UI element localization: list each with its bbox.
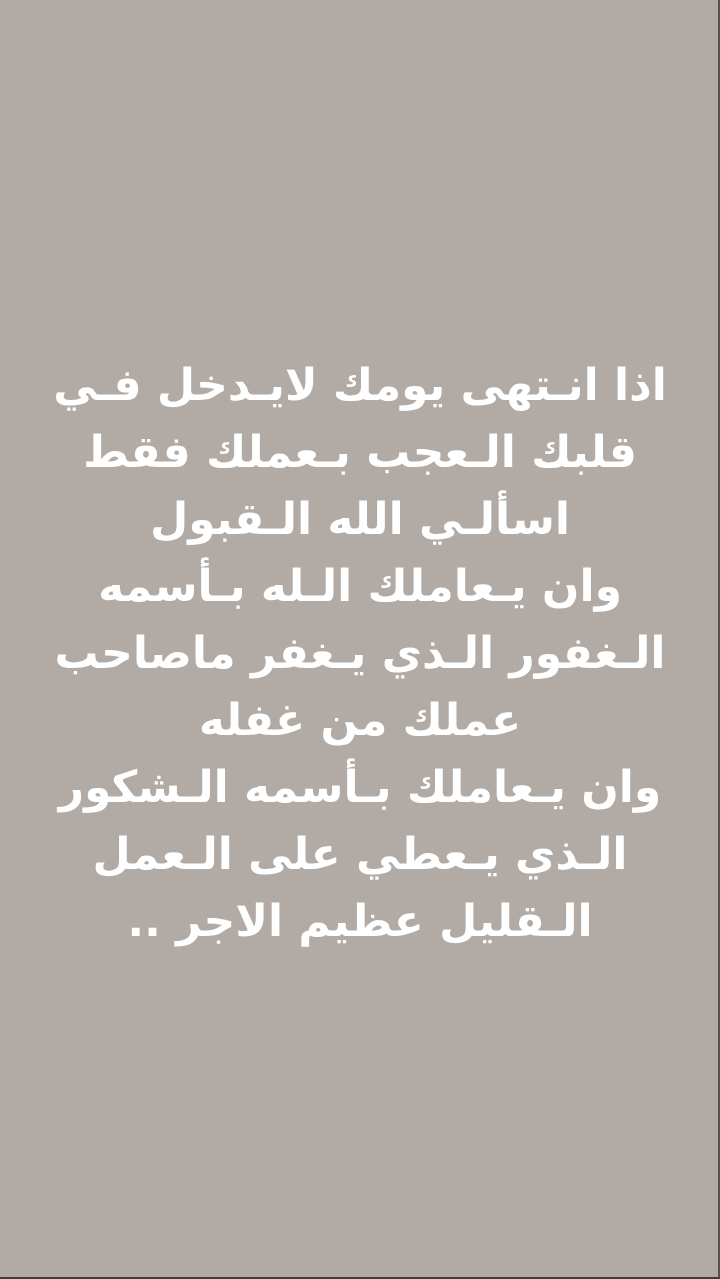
quote-line-9: الـقليل عظيم الاجر .. [127, 896, 593, 947]
quote-line-5: الـغفور الـذي يـغفر ماصاحب [54, 628, 666, 679]
quote-line-2: قلبك الـعجب بـعملك فقط [83, 427, 637, 478]
quote-line-8: الـذي يـعطي على الـعمل [92, 829, 628, 880]
quote-line-7: وان يـعاملك بـأسمه الـشكور [58, 762, 662, 813]
quote-line-6: عملك من غفله [198, 695, 522, 746]
quote-line-3: اسألـي الله الـقبول [150, 494, 570, 545]
quote-line-4: وان يـعاملك الـله بـأسمه [98, 561, 622, 612]
quote-text-block [18, 352, 702, 955]
quote-line-1: اذا انـتهى يومك لايـدخل فـي [53, 360, 667, 411]
